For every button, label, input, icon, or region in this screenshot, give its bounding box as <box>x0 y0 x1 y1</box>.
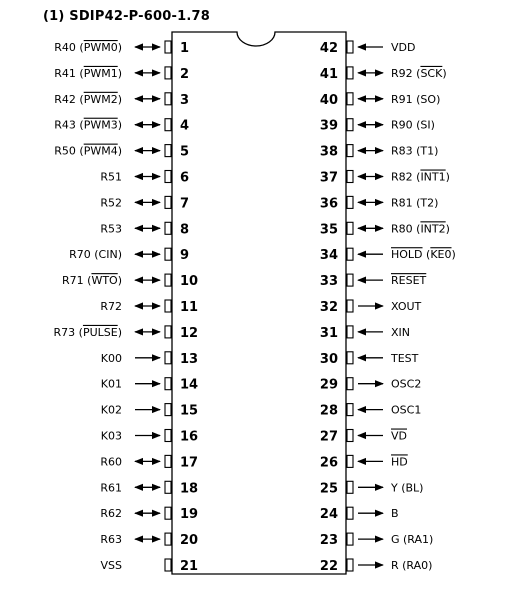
pin-16 <box>101 430 198 445</box>
pin-1-paren-close: ) <box>117 41 122 54</box>
pin-26-lead <box>347 455 353 467</box>
pin-5-number: 5 <box>180 144 190 160</box>
pin-27-lead <box>347 430 353 442</box>
pin-42-lead <box>347 41 353 53</box>
pin-25 <box>320 481 424 496</box>
pin-30-label <box>390 352 419 365</box>
pin-14-label <box>101 378 122 391</box>
pin-35-paren: ( <box>416 222 421 236</box>
pin-2-paren-close: ) <box>117 66 122 80</box>
pin-29-lead <box>347 378 353 390</box>
pin-7-number: 7 <box>180 196 190 212</box>
pin-41-lead <box>347 67 353 79</box>
pin-37-number: 37 <box>319 170 338 186</box>
pin-38-label <box>391 145 438 158</box>
pin-29 <box>320 378 421 393</box>
pin-22-number: 22 <box>319 559 338 574</box>
pin-35-number: 35 <box>319 222 338 238</box>
pin-27-number: 27 <box>319 429 338 445</box>
pin-3-number: 3 <box>180 92 190 108</box>
pin-39-lead <box>347 119 353 131</box>
pin-5-label <box>54 145 122 158</box>
pin-15-label-text: K02 <box>100 403 122 417</box>
pin-7-label <box>100 196 122 209</box>
pin-2-lead <box>165 67 171 79</box>
pin-31-label <box>391 326 410 339</box>
pin-37-label-text: R82 <box>391 170 417 184</box>
pin-25-label <box>390 481 423 494</box>
pin-26-label <box>391 455 408 468</box>
pin-28-label <box>391 404 421 417</box>
pin-39-label-text: R90 (SI) <box>391 118 435 132</box>
pin-11-label <box>100 300 122 313</box>
pin-34-paren2-close: ) <box>451 248 456 262</box>
pin-3 <box>54 93 189 108</box>
pin-24-label <box>391 507 399 520</box>
pin-23-number: 23 <box>319 533 338 549</box>
pin-15-label <box>101 404 122 417</box>
pin-39-number: 39 <box>319 118 338 134</box>
pin-1-number: 1 <box>180 41 190 56</box>
pin-25-lead <box>347 481 353 493</box>
pin-8 <box>100 222 189 237</box>
pin-1-label-text: R40 <box>54 41 80 54</box>
pin-18-label-text: R61 <box>100 481 122 495</box>
pin-4 <box>54 119 189 134</box>
pin-6-lead <box>165 171 171 183</box>
pin-10 <box>62 274 198 289</box>
pin-40-number: 40 <box>319 92 338 108</box>
pin-34-label <box>391 248 456 261</box>
pin-18-label <box>100 481 122 494</box>
pin-37-label <box>391 171 450 184</box>
pin-4-lead <box>165 119 171 131</box>
pin-22-lead <box>347 559 353 571</box>
pin-36 <box>320 196 439 211</box>
pin-35-overbar-text: INT2 <box>420 222 446 236</box>
pin-19-number: 19 <box>180 507 199 523</box>
pin-17 <box>100 455 198 470</box>
pin-41-number: 41 <box>319 66 338 82</box>
pin-10-overbar-text: WTO <box>91 274 118 288</box>
pin-13-lead <box>165 352 171 364</box>
pin-5-lead <box>165 145 171 157</box>
pin-3-paren: ( <box>79 92 84 106</box>
pin-10-paren-close: ) <box>117 274 122 288</box>
pin-34-lead <box>347 248 353 260</box>
pin-12-overbar-text: PULSE <box>82 325 118 339</box>
pin-12-label <box>54 326 122 339</box>
pin-12-number: 12 <box>180 325 199 341</box>
pin-8-lead <box>165 222 171 234</box>
pin-35-label <box>391 222 450 235</box>
pin-32-lead <box>347 300 353 312</box>
pin-17-number: 17 <box>180 455 199 471</box>
pin-35-label-text: R80 <box>391 222 417 236</box>
pin-40-label <box>391 93 440 106</box>
pin-4-label-text: R43 <box>54 118 80 132</box>
pin-19-lead <box>165 507 171 519</box>
pin-1-lead <box>165 41 171 53</box>
pin-12-paren-close: ) <box>117 325 122 339</box>
pin-1 <box>54 41 189 56</box>
pin-28-lead <box>347 404 353 416</box>
pin-4-paren-close: ) <box>117 118 122 132</box>
pin-37-lead <box>347 171 353 183</box>
pin-19-label <box>100 507 122 520</box>
pin-22 <box>320 559 433 574</box>
pin-16-lead <box>165 430 171 442</box>
pin-41-overbar-text: SCK <box>420 66 443 80</box>
pin-17-label <box>100 455 122 468</box>
pin-8-number: 8 <box>180 222 190 238</box>
pin-20-label-text: R63 <box>100 533 122 547</box>
pin-19-label-text: R62 <box>100 507 122 521</box>
pin-36-label-text: R81 (T2) <box>391 196 439 210</box>
pin-31 <box>320 326 410 341</box>
pin-28-number: 28 <box>319 403 338 419</box>
pin-32-number: 32 <box>319 300 338 315</box>
pin-25-label-text: Y (BL) <box>391 481 424 495</box>
pin-34-overbar-text: HOLD <box>391 248 423 262</box>
pin-9-label <box>69 248 122 261</box>
pin-27-label <box>391 430 407 443</box>
pin-17-lead <box>165 455 171 467</box>
pin-28 <box>320 404 421 419</box>
pin-12-label-text: R73 <box>53 325 79 339</box>
pin-9 <box>69 248 189 263</box>
pin-8-label <box>100 222 122 235</box>
pin-2-overbar-text: PWM1 <box>83 66 118 80</box>
pin-39-label <box>391 119 435 132</box>
pin-31-label-text: XIN <box>391 325 411 339</box>
pin-10-label-text: R71 <box>62 274 88 288</box>
pin-30 <box>320 352 419 367</box>
pin-15-number: 15 <box>180 403 199 419</box>
pin-21-label-text: VSS <box>100 559 122 572</box>
pin-15 <box>101 404 198 419</box>
pin-14 <box>101 378 198 393</box>
pin-9-lead <box>165 248 171 260</box>
pin-42-label <box>391 41 415 54</box>
pin-11-lead <box>165 300 171 312</box>
pin-11 <box>100 300 198 315</box>
pin-4-label <box>54 119 122 132</box>
pin-41-label-text: R92 <box>391 66 417 80</box>
pin-3-paren-close: ) <box>117 92 122 106</box>
pin-23 <box>320 533 433 548</box>
pin-18-lead <box>165 481 171 493</box>
pin-27 <box>320 430 407 445</box>
pin-26-number: 26 <box>319 455 338 471</box>
pin-7-label-text: R52 <box>100 196 122 210</box>
pin-30-number: 30 <box>319 351 338 367</box>
pin-20-number: 20 <box>180 533 199 549</box>
pin-6-number: 6 <box>180 170 190 186</box>
pin-21-lead <box>165 559 171 571</box>
pin-35-paren-close: ) <box>445 222 450 236</box>
pin-40-label-text: R91 (SO) <box>391 92 441 106</box>
pin-17-label-text: R60 <box>100 455 122 469</box>
pin-11-number: 11 <box>180 300 199 315</box>
pin-4-number: 4 <box>180 118 190 134</box>
pin-38 <box>320 145 439 160</box>
pin-24 <box>320 507 399 522</box>
pin-27-overbar-text: VD <box>391 429 407 443</box>
pin-31-number: 31 <box>319 325 338 341</box>
pin-24-label-text: B <box>391 507 399 521</box>
pin-19 <box>100 507 198 522</box>
pin-41-paren: ( <box>416 66 421 80</box>
pin-10-label <box>62 274 122 287</box>
pin-22-label <box>391 559 432 572</box>
pin-2-paren: ( <box>79 66 84 80</box>
pin-36-label <box>391 196 438 209</box>
pin-11-label-text: R72 <box>100 300 122 313</box>
pin-4-paren: ( <box>79 118 84 132</box>
pin-7-lead <box>165 196 171 208</box>
pin-33-overbar-text: RESET <box>391 274 427 288</box>
pin-36-lead <box>347 196 353 208</box>
pin-13-label <box>101 352 122 365</box>
pin-14-lead <box>165 378 171 390</box>
pin-25-number: 25 <box>319 481 338 497</box>
pin-12-lead <box>165 326 171 338</box>
pin-37-paren: ( <box>416 170 421 184</box>
pin-2-label <box>54 67 122 80</box>
pin-10-paren: ( <box>87 274 92 288</box>
pin-35-lead <box>347 222 353 234</box>
pin-41-label <box>391 67 447 80</box>
pin-16-label <box>101 430 122 443</box>
pin-33-lead <box>347 274 353 286</box>
pin-15-lead <box>165 404 171 416</box>
pin-33-label <box>391 274 427 287</box>
pin-30-lead <box>347 352 353 364</box>
pin-10-lead <box>165 274 171 286</box>
pin-28-label-text: OSC1 <box>391 403 422 417</box>
pin-1-overbar-text: PWM0 <box>83 41 118 54</box>
pin-2 <box>54 67 189 82</box>
pin-26 <box>320 455 408 470</box>
pin-38-label-text: R83 (T1) <box>391 144 439 158</box>
pin-9-number: 9 <box>180 248 190 264</box>
pin-5 <box>54 145 189 160</box>
pin-23-lead <box>347 533 353 545</box>
pin-29-label <box>391 378 421 391</box>
pin-3-label <box>54 93 122 106</box>
pin-4-overbar-text: PWM3 <box>83 118 118 132</box>
pin-6 <box>100 171 189 186</box>
pin-36-number: 36 <box>319 196 338 212</box>
pin-20-lead <box>165 533 171 545</box>
pin-38-lead <box>347 145 353 157</box>
pin-6-label <box>100 171 122 184</box>
pin-10-number: 10 <box>180 274 199 290</box>
pin-14-label-text: K01 <box>100 377 122 391</box>
pin-20 <box>100 533 198 548</box>
pin-24-number: 24 <box>319 507 338 523</box>
pin-21 <box>101 559 199 574</box>
pin-32 <box>320 300 422 315</box>
pin-2-label-text: R41 <box>54 66 80 80</box>
pin-37-paren-close: ) <box>445 170 450 184</box>
pin-13 <box>101 352 198 367</box>
pin-32-label <box>391 300 422 313</box>
pin-42 <box>320 41 416 56</box>
pin-24-lead <box>347 507 353 519</box>
pin-38-number: 38 <box>319 144 338 160</box>
pin-23-label <box>391 533 433 546</box>
pin-34-overbar2-text: KE0 <box>430 248 452 262</box>
pin-12-paren: ( <box>78 325 83 339</box>
pin-41-paren-close: ) <box>442 66 447 80</box>
pin-14-number: 14 <box>180 377 199 393</box>
package-title: (1) SDIP42-P-600-1.78 <box>43 9 210 24</box>
pin-37-overbar-text: INT1 <box>420 170 446 184</box>
pin-34-number: 34 <box>319 248 338 264</box>
pin-35 <box>320 222 450 237</box>
pin-1-label <box>54 41 122 54</box>
pin-22-label-text: R (RA0) <box>391 559 433 572</box>
pin-16-label-text: K03 <box>100 429 122 443</box>
pin-30-label-text: TEST <box>391 351 419 365</box>
pin-21-label <box>101 559 123 572</box>
pin-32-label-text: XOUT <box>391 300 422 313</box>
pin-13-label-text: K00 <box>100 351 122 365</box>
pin-34-paren2: ( <box>422 248 431 262</box>
pin-29-number: 29 <box>319 377 338 393</box>
pin-21-number: 21 <box>180 559 199 574</box>
pin-26-overbar-text: HD <box>391 455 408 469</box>
pin-34 <box>320 248 456 263</box>
pin-12 <box>54 326 199 341</box>
pin-3-lead <box>165 93 171 105</box>
pin-18 <box>100 481 198 496</box>
pin-29-label-text: OSC2 <box>391 377 422 391</box>
pin-16-number: 16 <box>180 429 199 445</box>
pin-5-paren-close: ) <box>117 144 122 158</box>
pin-20-label <box>100 533 122 546</box>
pin-33-number: 33 <box>319 274 338 290</box>
pin-23-label-text: G (RA1) <box>391 533 434 547</box>
pin-42-label-text: VDD <box>391 41 416 54</box>
pin-33 <box>320 274 427 289</box>
pin-3-overbar-text: PWM2 <box>83 92 118 106</box>
pin-2-number: 2 <box>180 66 190 82</box>
pin-8-label-text: R53 <box>100 222 122 236</box>
pin-3-label-text: R42 <box>54 92 80 106</box>
pin-41 <box>320 67 447 82</box>
pin-39 <box>320 119 435 134</box>
pin-9-label-text: R70 (CIN) <box>69 248 122 262</box>
pin-5-paren: ( <box>79 144 84 158</box>
pin-6-label-text: R51 <box>100 170 122 184</box>
pin-7 <box>100 196 189 211</box>
pin-13-number: 13 <box>180 351 199 367</box>
pin-1-paren: ( <box>79 41 84 54</box>
pin-37 <box>320 171 450 186</box>
pin-42-number: 42 <box>319 41 338 56</box>
pin-18-number: 18 <box>180 481 199 497</box>
pin-40 <box>320 93 440 108</box>
pin-31-lead <box>347 326 353 338</box>
pin-5-overbar-text: PWM4 <box>83 144 118 158</box>
pin-40-lead <box>347 93 353 105</box>
pin-5-label-text: R50 <box>54 144 80 158</box>
